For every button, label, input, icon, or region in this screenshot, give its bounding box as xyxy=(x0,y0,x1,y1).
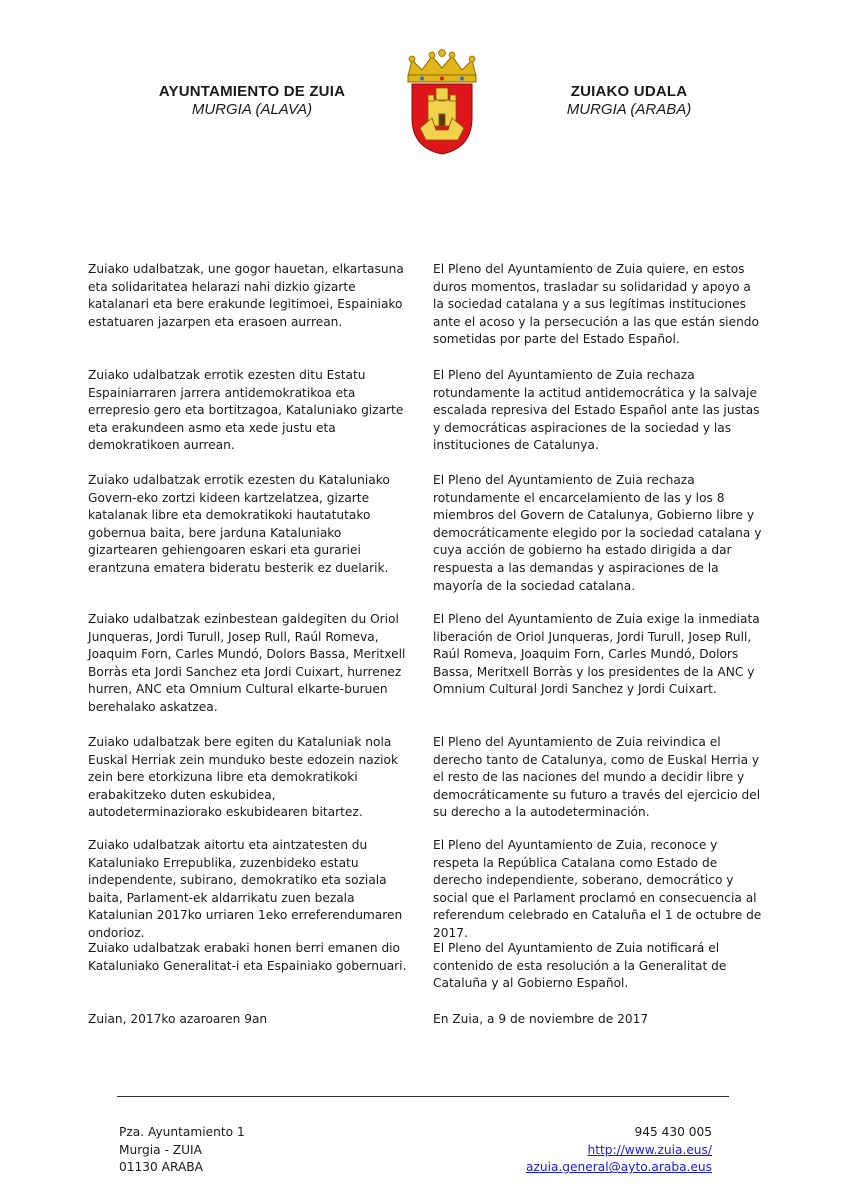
footer-address xyxy=(119,1124,245,1177)
coat-of-arms-icon xyxy=(398,48,486,158)
paragraph-basque: Zuiako udalbatzak erabaki honen berri emanen dio Kataluniako Generalitat-i eta Espainiako gobernuari. xyxy=(88,941,407,973)
council-name-basque: ZUIAKO UDALA xyxy=(570,83,688,100)
letterhead-left xyxy=(130,83,374,119)
council-location-spanish: MURGIA (ALAVA) xyxy=(191,101,313,118)
phone-number: 945 430 005 xyxy=(634,1125,712,1139)
paragraph-spanish: El Pleno del Ayuntamiento de Zuia rechaza rotundamente la actitud antidemocrática y la salvaje escalada represiva del Estado Español ante las justas y democráticas aspiraciones de la sociedad y las instituciones de Catalunya. xyxy=(433,368,760,453)
address-postcode: 01130 ARABA xyxy=(119,1160,203,1175)
paragraph-spanish: El Pleno del Ayuntamiento de Zuia reivindica el derecho tanto de Catalunya, como de Euskal Herria y el resto de las naciones del mundo a decidir libre y democráticamente su futuro a través del ejercicio del su derecho a la autodeterminación. xyxy=(433,735,761,820)
address-town: Murgia - ZUIA xyxy=(119,1142,202,1157)
council-location-basque: MURGIA (ARABA) xyxy=(566,101,692,118)
paragraph-spanish: El Pleno del Ayuntamiento de Zuia notificará el contenido de esta resolución a la Generalitat de Cataluña y al Gobierno Español. xyxy=(433,941,727,991)
council-name-spanish: AYUNTAMIENTO DE ZUIA xyxy=(158,83,346,100)
paragraph-basque: Zuiako udalbatzak ezinbestean galdegiten du Oriol Junqueras, Jordi Turull, Josep Rull, Raúl Romeva, Joaquim Forn, Carles Mundó, Dolors Bassa, Meritxell Borràs eta Jordi Sanchez eta Jordi Cuixart, hurrenez hurren, ANC eta Omnium Cultural elkarte-buruen berehalako askatzea. xyxy=(88,612,406,714)
paragraph-spanish: El Pleno del Ayuntamiento de Zuia rechaza rotundamente el encarcelamiento de las y los 8 miembros del Govern de Catalunya, Gobierno libre y democráticamente elegido por la sociedad catalana y cuya acción de gobierno ha estado dirigida a dar respuesta a las demandas y aspiraciones de la mayoría de la sociedad catalana. xyxy=(433,473,762,593)
address-street: Pza. Ayuntamiento 1 xyxy=(119,1125,245,1139)
crown-icon xyxy=(408,50,476,83)
paragraph-spanish: El Pleno del Ayuntamiento de Zuia exige la inmediata liberación de Oriol Junqueras, Jordi Turull, Josep Rull, Raúl Romeva, Joaquim Forn, Carles Mundó, Dolors Bassa, Meritxell Borràs y los presidentes de la ANC y Omnium Cultural Jordi Sanchez y Jordi Cuixart. xyxy=(433,612,760,697)
paragraph-basque: Zuiako udalbatzak, une gogor hauetan, elkartasuna eta solidaritatea helarazi nahi dizkio gizarte katalanari eta bere erakunde legitimoei, Espainiako estatuaren jazarpen eta erasoen aurrean. xyxy=(88,262,404,329)
paragraph-basque: Zuiako udalbatzak aitortu eta aintzatesten du Kataluniako Errepublika, zuzenbideko estatu independente, subirano, demokratiko eta soziala baita, Parlament-ek aldarrikatu zuen bezala Katalunian 2017ko urriaren 1eko erreferendumaren ondorioz. xyxy=(88,838,403,940)
paragraph-spanish: El Pleno del Ayuntamiento de Zuia, reconoce y respeta la República Catalana como Estado de derecho independiente, soberano, democrático y social que el Parlament proclamó en consecuencia al referendum celebrado en Cataluña el 1 de octubre de 2017. xyxy=(433,838,762,940)
date-spanish: En Zuia, a 9 de noviembre de 2017 xyxy=(433,1012,649,1026)
letterhead xyxy=(0,0,848,170)
paragraph-basque: Zuiako udalbatzak errotik ezesten ditu Estatu Espainiarraren jarrera antidemokratikoa eta errepresio gero eta bortitzagoa, Kataluniako gizarte eta erakundeen asmo eta xede justu eta demokratikoen aurrean. xyxy=(88,368,404,453)
paragraph-basque: Zuiako udalbatzak bere egiten du Kataluniak nola Euskal Herriak zein munduko beste edozein naziok zein bere etorkizuna libre eta demokratikoki erabakitzeko duten eskubidea, autodeterminaziorako eskubidearen bitartez. xyxy=(88,735,399,820)
paragraph-basque: Zuiako udalbatzak errotik ezesten du Kataluniako Govern-eko zortzi kideen kartzelatzea, gizarte katalanak libre eta demokratikoki hautatutako gobernua baita, bere jarduna Kataluniako gizartearen gehiengoaren eskari eta gurariei erantzuna ematera bideratu besterik ez duelarik. xyxy=(88,473,390,575)
website-link[interactable]: http://www.zuia.eus/ xyxy=(587,1142,712,1157)
date-basque: Zuian, 2017ko azaroaren 9an xyxy=(88,1012,268,1026)
footer-contact xyxy=(526,1124,712,1177)
footer-divider xyxy=(117,1096,729,1097)
paragraph-spanish: El Pleno del Ayuntamiento de Zuia quiere, en estos duros momentos, trasladar su solidaridad y apoyo a la sociedad catalana y a sus legítimas instituciones ante el acoso y la persecución a las que están siendo sometidas por parte del Estado Español. xyxy=(433,262,759,347)
email-link[interactable]: azuia.general@ayto.araba.eus xyxy=(525,1160,712,1175)
letterhead-right xyxy=(520,83,738,119)
